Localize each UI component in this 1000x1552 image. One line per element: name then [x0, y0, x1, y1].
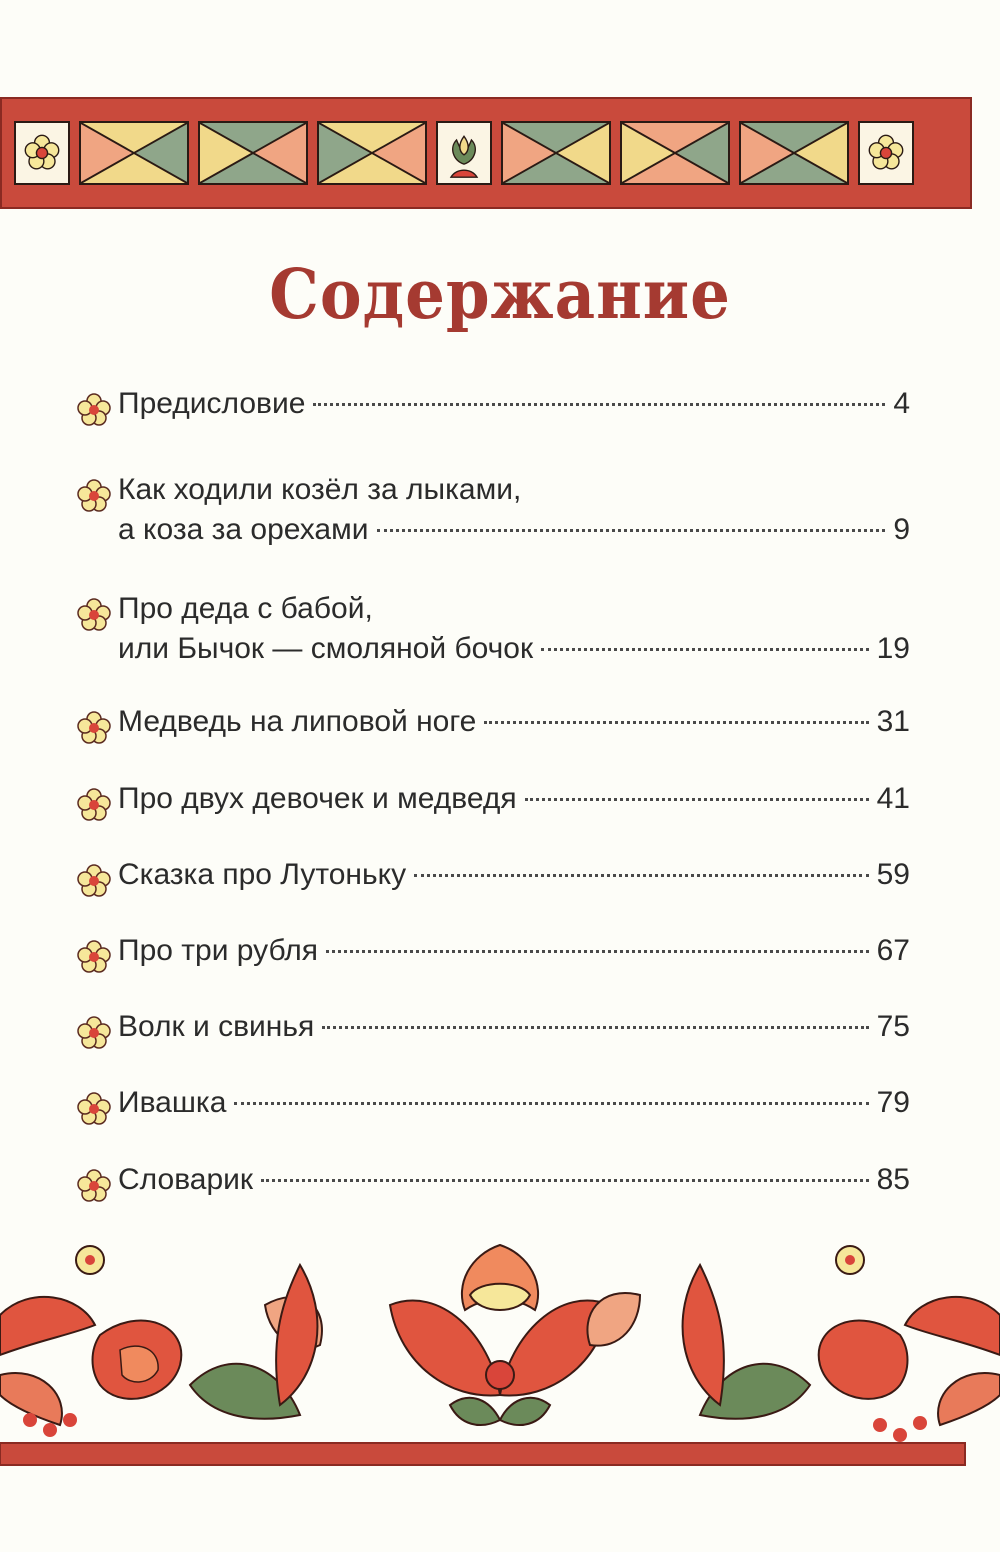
right-flower-cluster-icon: [819, 1246, 1000, 1442]
dot-leader: [313, 403, 885, 406]
envelope-tile-icon: [198, 121, 308, 185]
dot-leader: [234, 1102, 868, 1105]
toc-entry[interactable]: [70, 931, 910, 979]
toc-entry-title: Сказка про Лутоньку: [118, 858, 407, 891]
flower-bullet-icon: [70, 1011, 118, 1055]
toc-entry-title: Ивашка: [118, 1086, 227, 1119]
toc-entry[interactable]: [70, 1083, 910, 1131]
right-leaf-icon: [587, 1265, 810, 1419]
flower-tile-icon: [14, 121, 70, 185]
dot-leader: [525, 798, 869, 801]
envelope-tile-icon: [501, 121, 611, 185]
toc-page-number: 85: [876, 1163, 910, 1196]
page-title: Содержание: [269, 255, 731, 335]
flower-bullet-icon: [70, 593, 118, 637]
flower-tile-icon: [858, 121, 914, 185]
toc-entry[interactable]: [70, 779, 910, 827]
toc-page-number: 59: [876, 858, 910, 891]
flower-bullet-icon: [70, 706, 118, 750]
top-ornament-border: [0, 97, 972, 209]
dot-leader: [414, 874, 869, 877]
toc-entry-title: Предисловие: [118, 387, 306, 420]
toc-entry[interactable]: [70, 1160, 910, 1208]
dot-leader: [484, 721, 868, 724]
toc-entry-title: Медведь на липовой ноге: [118, 705, 477, 738]
dot-leader: [326, 950, 869, 953]
toc-entry-title: Про двух девочек и медведя: [118, 782, 517, 815]
dot-leader: [261, 1179, 869, 1182]
flower-bullet-icon: [70, 935, 118, 979]
toc-entry-title-line2: или Бычок — смоляной бочок: [118, 632, 534, 665]
flower-bullet-icon: [70, 1164, 118, 1208]
envelope-tile-icon: [79, 121, 189, 185]
left-flower-cluster-icon: [0, 1246, 181, 1437]
toc-page-number: 19: [876, 632, 910, 665]
toc-entry[interactable]: [70, 589, 910, 669]
dot-leader: [322, 1026, 868, 1029]
toc-entry[interactable]: [70, 384, 910, 432]
toc-page-number: 41: [876, 782, 910, 815]
dot-leader: [377, 529, 886, 532]
envelope-tile-icon: [620, 121, 730, 185]
toc-entry-title-line1: Как ходили козёл за лыками,: [118, 473, 522, 506]
flower-bullet-icon: [70, 859, 118, 903]
toc-page-number: 4: [893, 387, 910, 420]
toc-entry-title: Про три рубля: [118, 934, 319, 967]
toc-entry[interactable]: [70, 855, 910, 903]
envelope-tile-icon: [317, 121, 427, 185]
bottom-red-band: [0, 1443, 965, 1465]
toc-page-number: 67: [876, 934, 910, 967]
floral-ornament-border: [0, 1225, 1000, 1485]
toc-page-number: 75: [876, 1010, 910, 1043]
toc-entry-title: Словарик: [118, 1163, 254, 1196]
toc-page-number: 9: [893, 513, 910, 546]
flower-bullet-icon: [70, 388, 118, 432]
flower-bullet-icon: [70, 1087, 118, 1131]
toc-entry[interactable]: [70, 470, 910, 550]
toc-page-number: 31: [876, 705, 910, 738]
toc-entry[interactable]: [70, 702, 910, 750]
center-tulip-icon: [390, 1245, 610, 1425]
toc-entry-title-line2: а коза за орехами: [118, 513, 369, 546]
toc-page-number: 79: [876, 1086, 910, 1119]
envelope-tile-icon: [739, 121, 849, 185]
toc-entry-title-line1: Про деда с бабой,: [118, 592, 373, 625]
toc-entry-title: Волк и свинья: [118, 1010, 315, 1043]
tulip-tile-icon: [436, 121, 492, 185]
toc-entry[interactable]: [70, 1007, 910, 1055]
flower-bullet-icon: [70, 783, 118, 827]
flower-bullet-icon: [70, 474, 118, 518]
left-leaf-icon: [190, 1265, 322, 1419]
dot-leader: [541, 648, 869, 651]
